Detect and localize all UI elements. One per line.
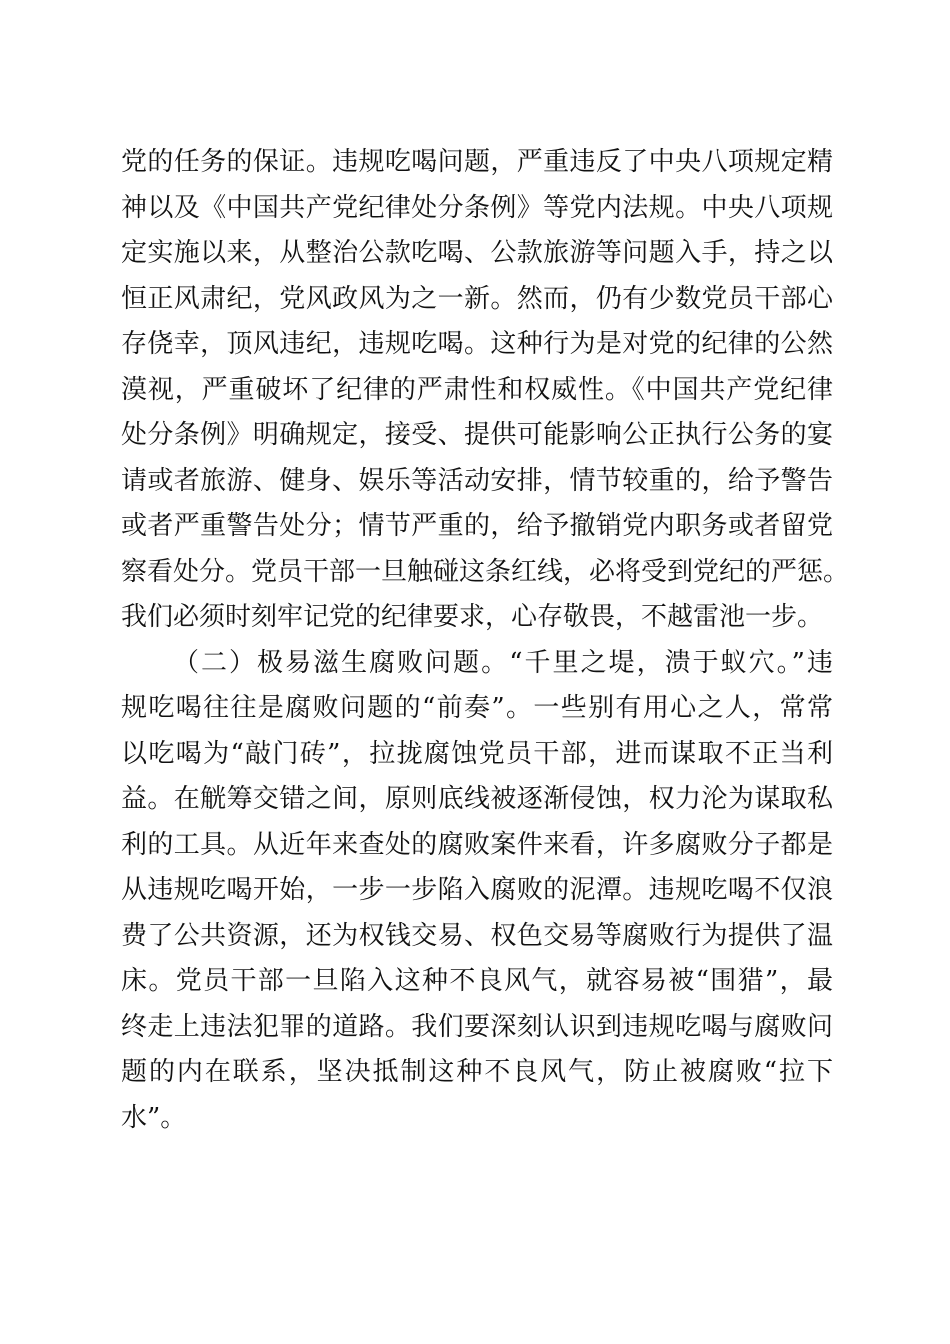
- text-line: 以吃喝为“敲门砖”，拉拢腐蚀党员干部，进而谋取不正当利: [121, 738, 833, 769]
- text-line: 水”。: [121, 1102, 187, 1133]
- text-line: 漠视，严重破坏了纪律的严肃性和权威性。《中国共产党纪律: [121, 374, 833, 405]
- section-heading-line: （二）极易滋生腐败问题。“千里之堤，溃于蚁穴。”违: [173, 647, 833, 678]
- paragraph-2: [121, 641, 833, 1142]
- text-line: 从违规吃喝开始，一步一步陷入腐败的泥潭。违规吃喝不仅浪: [121, 875, 833, 905]
- text-line: 党的任务的保证。违规吃喝问题，严重违反了中央八项规定精: [121, 147, 833, 177]
- text-line: 察看处分。党员干部一旦触碰这条红线，必将受到党纪的严惩。: [121, 556, 850, 587]
- text-line: 规吃喝往往是腐败问题的“前奏”。一些别有用心之人，常常: [121, 693, 833, 723]
- text-line: 题的内在联系，坚决抵制这种不良风气，防止被腐败“拉下: [121, 1057, 833, 1087]
- text-line: 定实施以来，从整治公款吃喝、公款旅游等问题入手，持之以: [121, 238, 833, 268]
- text-line: 处分条例》明确规定，接受、提供可能影响公正执行公务的宴: [121, 420, 833, 450]
- text-line: 神以及《中国共产党纪律处分条例》等党内法规。中央八项规: [121, 192, 833, 223]
- paragraph-1: [121, 140, 850, 641]
- text-line: 存侥幸，顶风违纪，违规吃喝。这种行为是对党的纪律的公然: [121, 329, 833, 359]
- text-line: 或者严重警告处分；情节严重的，给予撤销党内职务或者留党: [121, 511, 833, 541]
- document-body: [121, 140, 850, 1141]
- text-line: 利的工具。从近年来查处的腐败案件来看，许多腐败分子都是: [121, 829, 833, 860]
- text-line: 费了公共资源，还为权钱交易、权色交易等腐败行为提供了温: [121, 920, 833, 951]
- text-line: 我们必须时刻牢记党的纪律要求，心存敬畏，不越雷池一步。: [121, 602, 824, 632]
- text-line: 恒正风肃纪，党风政风为之一新。然而，仍有少数党员干部心: [121, 283, 833, 314]
- text-line: 请或者旅游、健身、娱乐等活动安排，情节较重的，给予警告: [121, 465, 833, 496]
- text-line: 益。在觥筹交错之间，原则底线被逐渐侵蚀，权力沦为谋取私: [121, 784, 833, 814]
- text-line: 床。党员干部一旦陷入这种不良风气，就容易被“围猎”，最: [121, 966, 833, 996]
- text-line: 终走上违法犯罪的道路。我们要深刻认识到违规吃喝与腐败问: [121, 1011, 833, 1042]
